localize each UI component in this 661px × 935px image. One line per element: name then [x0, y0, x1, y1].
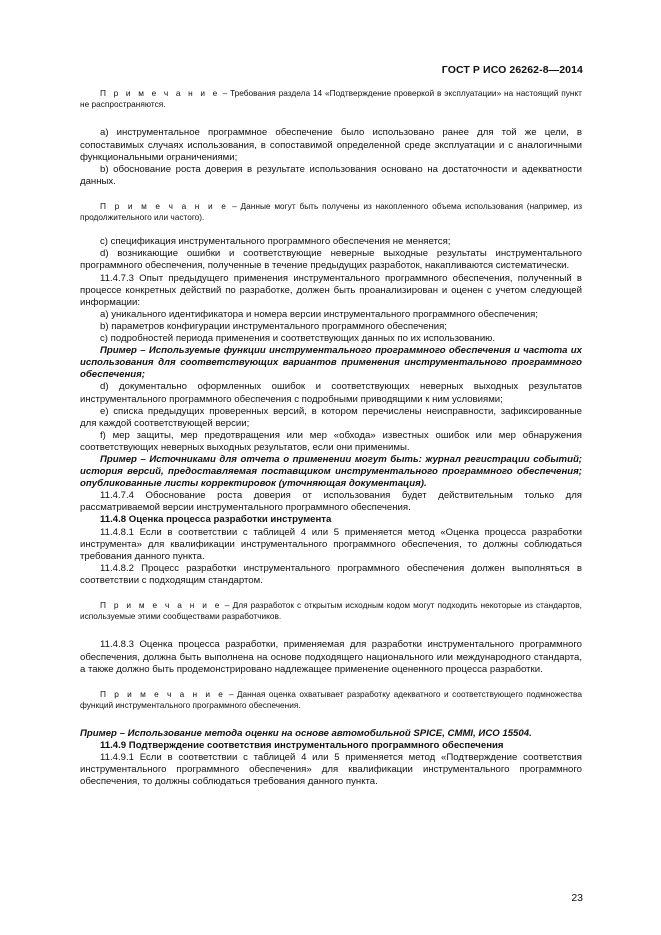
- item-b: b) обоснование роста доверия в результате использования основано на достаточности и адекватности данных.: [80, 163, 582, 187]
- example-2: Пример – Источниками для отчета о применении могут быть: журнал регистрации событий; история версий, предоставляемая поставщиком инструментального программного обеспечения; опубликованные листы корректировок (уточняющая документация).: [80, 453, 582, 490]
- note-2: П р и м е ч а н и е – Данные могут быть получены из накопленного объема использования (например, из продолжительного или частого).: [80, 200, 582, 223]
- note-1: П р и м е ч а н и е – Требования раздела 14 «Подтверждение проверкой в эксплуатации» на настоящий пункт не распространяются.: [80, 88, 582, 110]
- page-body: [80, 88, 582, 789]
- list-item-e: е) списка предыдущих проверенных версий, в котором перечислены неисправности, зафиксированные для каждой соответствующей версии;: [80, 405, 582, 429]
- clause-11-4-8-2: 11.4.8.2 Процесс разработки инструментального программного обеспечения должен выполняться в соответствии с подходящим стандартом.: [80, 562, 582, 586]
- clause-11-4-8-3: 11.4.8.3 Оценка процесса разработки, применяемая для разработки инструментального программного обеспечения, должна быть выполнена на основе подходящего национального или международного стандарта, а также должно быть продемонстрировано надлежащее применение оцененного процесса разработки.: [80, 639, 582, 675]
- document-header: ГОСТ Р ИСО 26262-8—2014: [441, 64, 583, 76]
- clause-11-4-7-3: 11.4.7.3 Опыт предыдущего применения инструментального программного обеспечения, полученный в процессе конкретных действий по разработке, должен быть проанализирован и оценен с учетом следующей информации:: [80, 272, 582, 308]
- heading-11-4-9: 11.4.9 Подтверждение соответствия инструментального программного обеспечения: [100, 740, 504, 752]
- item-c: с) спецификация инструментального программного обеспечения не меняется;: [100, 236, 451, 248]
- note-label: П р и м е ч а н и е: [100, 600, 222, 610]
- clause-11-4-9-1: 11.4.9.1 Если в соответствии с таблицей 4 или 5 применяется метод «Подтверждение соответствия инструментального программного обеспечения» для квалификации инструментального программного обеспечения, то должны соблюдаться требования данного пункта.: [80, 752, 582, 788]
- list-item-f: f) мер защиты, мер предотвращения или мер «обхода» известных ошибок или мер обнаружения соответствующих неверных выходных результатов, если они применимы.: [80, 429, 582, 453]
- note-4: П р и м е ч а н и е – Данная оценка охватывает разработку адекватного и соответствующего подмножества функций инструментального программного обеспечения.: [80, 688, 582, 710]
- note-label: П р и м е ч а н и е: [100, 88, 220, 98]
- example-1: Пример – Используемые функции инструментального программного обеспечения и частота их использования для соответствующих вариантов применения инструментального программного обеспечения;: [80, 345, 582, 381]
- note-label: П р и м е ч а н и е: [100, 200, 229, 211]
- list-item-c: с) подробностей периода применения и соответствующих данных по их использованию.: [100, 333, 496, 345]
- clause-11-4-7-4: 11.4.7.4 Обоснование роста доверия от использования будет действительным только для рассматриваемой версии инструментального программного обеспечения.: [80, 490, 582, 514]
- note-3: П р и м е ч а н и е – Для разработок с открытым исходным кодом могут подходить некоторые из стандартов, используемые этими сообществами разработчиков.: [80, 600, 582, 622]
- item-d: d) возникающие ошибки и соответствующие неверные выходные результаты инструментального программного обеспечения, полученные в течение предыдущих разработок, накапливаются систематически.: [80, 248, 582, 272]
- list-item-a: а) уникального идентификатора и номера версии инструментального программного обеспечения;: [100, 308, 538, 320]
- example-3: Пример – Использование метода оценки на основе автомобильной SPICE, CMMI, ИСО 15504.: [80, 728, 532, 740]
- note-label: П р и м е ч а н и е: [100, 688, 226, 699]
- clause-11-4-8-1: 11.4.8.1 Если в соответствии с таблицей 4 или 5 применяется метод «Оценка процесса разработки инструмента» для квалификации инструментального программного обеспечения, то должны соблюдаться требования данного пункта.: [80, 526, 582, 562]
- list-item-b: b) параметров конфигурации инструментального программного обеспечения;: [100, 320, 447, 332]
- heading-11-4-8: 11.4.8 Оценка процесса разработки инструмента: [100, 514, 332, 526]
- item-a: а) инструментальное программное обеспечение было использовано ранее для той же цели, в сопоставимых случаях использования, в сопоставимой определенной среде эксплуатации и с аналогичными функциональными ограничениями;: [80, 127, 582, 163]
- list-item-d: d) документально оформленных ошибок и соответствующих неверных выходных результатов инструментального программного обеспечения с подробными приводящими к ним условиями;: [80, 381, 582, 405]
- page-number: 23: [571, 892, 583, 904]
